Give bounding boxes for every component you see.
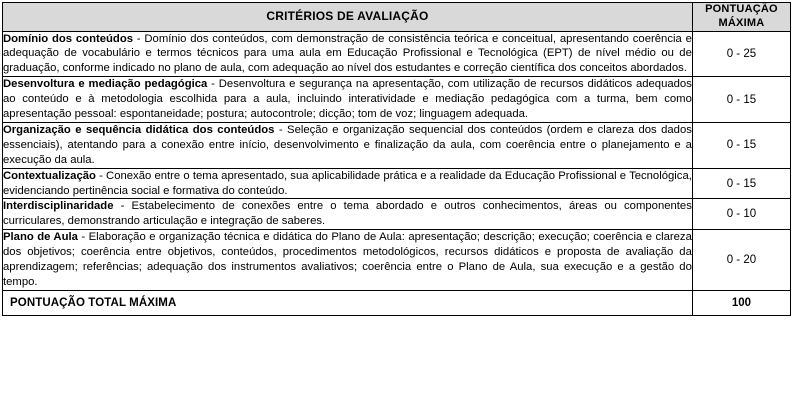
criteria-text: - Elaboração e organização técnica e didática do Plano de Aula: apresentação; descrição; execução; coerência e clareza dos objetivos; coerência entre objetivos, conteúdos, procedimentos metodológicos, recursos didáticos e proposta de avaliação da aprendizagem; referências; adequação dos instrumentos avaliativos; coerência entre o Plano de Aula, sua execução e a gestão do tempo. [3, 231, 692, 288]
table-row [3, 230, 791, 291]
column-header-criteria: CRITÉRIOS DE AVALIAÇÃO [3, 3, 693, 32]
table-row [3, 199, 791, 230]
table-header-row [3, 3, 791, 32]
criteria-text: - Conexão entre o tema apresentado, sua aplicabilidade prática e a realidade da Educação Profissional e Tecnológica, evidenciando pertinência social e formativa do conteúdo. [3, 169, 692, 197]
criteria-term: Organização e sequência didática dos conteúdos [3, 123, 275, 136]
evaluation-criteria-table [2, 2, 791, 316]
table-row [3, 168, 791, 199]
criteria-score: 0 - 10 [692, 199, 790, 230]
criteria-term: Interdisciplinaridade [3, 200, 114, 213]
criteria-score: 0 - 20 [692, 230, 790, 291]
criteria-description [3, 199, 693, 230]
table-total-row [3, 290, 791, 315]
criteria-term: Desenvoltura e mediação pedagógica [3, 78, 208, 91]
criteria-score: 0 - 15 [692, 168, 790, 199]
criteria-score: 0 - 15 [692, 77, 790, 123]
criteria-description [3, 31, 693, 77]
criteria-description [3, 230, 693, 291]
criteria-term: Contextualização [3, 169, 96, 182]
criteria-text: - Domínio dos conteúdos, com demonstração de consistência teórica e conceitual, apresentando coerência e adequação de vocabulário e termos técnicos para uma aula em Educação Profissional e Tecnológica (EPT) de nível médio ou de graduação, conforme indicado no plano de aula, com adequação ao nível dos estudantes e correção científica dos conceitos abordados. [3, 32, 692, 75]
table-header [3, 3, 791, 32]
criteria-description [3, 168, 693, 199]
table-body [3, 31, 791, 315]
criteria-score: 0 - 25 [692, 31, 790, 77]
column-header-score-line1: PONTUAÇÃO [705, 3, 778, 15]
criteria-description [3, 77, 693, 123]
criteria-score: 0 - 15 [692, 122, 790, 168]
criteria-text: - Estabelecimento de conexões entre o tema abordado e outros conhecimentos, áreas ou componentes curriculares, demonstrando articulação e integração de saberes. [3, 200, 692, 228]
criteria-text: - Desenvoltura e segurança na apresentação, com utilização de recursos didáticos adequados ao conteúdo e à metodologia escolhida para a aula, incluindo interatividade e mediação pedagógica com a turma, bem como apresentação pessoal: espontaneidade; postura; autocontrole; dicção; tom de voz; linguagem adequada. [3, 78, 692, 121]
table-row [3, 122, 791, 168]
column-header-score-line2: MÁXIMA [718, 16, 765, 29]
column-header-score [692, 3, 790, 32]
table-row [3, 77, 791, 123]
total-value: 100 [692, 290, 790, 315]
document-page [0, 2, 793, 409]
criteria-text: - Seleção e organização sequencial dos conteúdos (ordem e clareza dos dados essenciais), atentando para a conexão entre início, desenvolvimento e finalização da aula, com coerência entre o planejamento e a execução da aula. [3, 123, 692, 166]
criteria-term: Plano de Aula [3, 231, 78, 244]
table-row [3, 31, 791, 77]
total-label: PONTUAÇÃO TOTAL MÁXIMA [3, 290, 693, 315]
criteria-description [3, 122, 693, 168]
criteria-term: Domínio dos conteúdos [3, 32, 133, 45]
